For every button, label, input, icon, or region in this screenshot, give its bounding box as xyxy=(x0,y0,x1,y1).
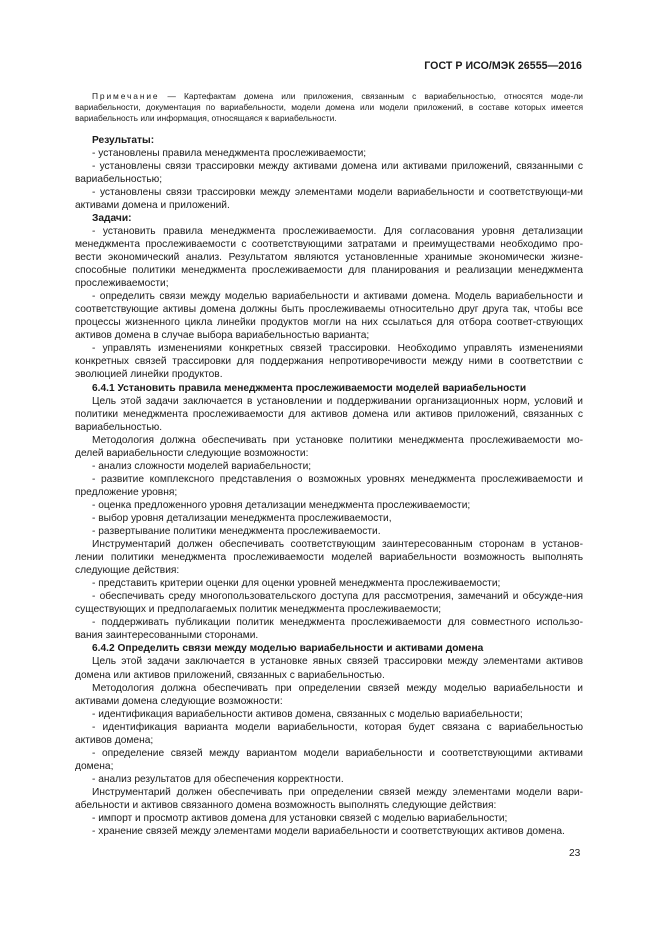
note-paragraph xyxy=(75,91,583,125)
body-paragraph: - представить критерии оценки для оценки уровней менеджмента прослеживаемости; xyxy=(92,578,501,590)
body-paragraph: Методология должна обеспечивать при установке политики менеджмента прослеживаемости мо-делей вариабельности следующие возможности: xyxy=(75,434,583,459)
body-paragraph: - установить правила менеджмента прослеживаемости. Для согласования уровня детализации менеджмента прослеживаемости с соответствующими затратами и преимуществами необходимо про-вести экономический анализ. Результатом являются установленные хранимые экономически жизне-способные политики менеджмента прослеживаемости для планирования и реализации менеджмента прослеживаемости; xyxy=(75,225,583,290)
body-paragraph: - анализ результатов для обеспечения корректности. xyxy=(92,773,344,785)
body-paragraph: - хранение связей между элементами модели вариабельности и соответствующих активов домена. xyxy=(92,826,565,838)
body-paragraph: - идентификация вариабельности активов домена, связанных с моделью вариабельности; xyxy=(92,708,523,720)
section-heading: 6.4.1 Установить правила менеджмента прослеживаемости моделей вариабельности xyxy=(92,382,527,394)
body-paragraph: - установлены связи трассировки между элементами модели вариабельности и соответствующи-ми активами домена и приложений. xyxy=(75,186,583,211)
page-number: 23 xyxy=(569,848,581,859)
body-paragraph: Цель этой задачи заключается в установлении и поддерживании организационных норм, условий и политики менеджмента прослеживаемости для активов домена или активов приложений, связанных с вариабельностью. xyxy=(75,395,583,433)
body-paragraph: - выбор уровня детализации менеджмента прослеживаемости, xyxy=(92,512,392,524)
body-paragraph: - оценка предложенного уровня детализации менеджмента прослеживаемости; xyxy=(92,499,471,511)
body-paragraph: - обеспечивать среду многопользовательского доступа для рассмотрения, замечаний и обсужде-ния существующих и предполагаемых политик менеджмента прослеживаемости; xyxy=(75,591,583,616)
body-paragraph: Цель этой задачи заключается в установке явных связей трассировки между элементами активов домена или активов приложений, связанных с вариабельностью. xyxy=(75,656,583,681)
section-heading: Задачи: xyxy=(92,212,132,224)
body-paragraph: - идентификация варианта модели вариабельности, которая будет связана с вариабельностью активов домена; xyxy=(75,721,583,746)
body-paragraph: - развитие комплексного представления о возможных уровнях менеджмента прослеживаемости и предложение уровня; xyxy=(75,473,583,498)
section-heading: 6.4.2 Определить связи между моделью вариабельности и активами домена xyxy=(92,643,484,655)
body-paragraph: Инструментарий должен обеспечивать при определении связей между элементами модели вари-абельности и активов связанного домена возможность выполнять следующие действия: xyxy=(75,786,583,811)
body-paragraph: - определение связей между вариантом модели вариабельности и соответствующими активами домена; xyxy=(75,747,583,772)
body-paragraph: - управлять изменениями конкретных связей трассировки. Необходимо управлять изменениями конкретных связей трассировки для поддержания непротиворечивости между ними в соответствии с эволюцией линейки продуктов. xyxy=(75,343,583,381)
body-paragraph: - определить связи между моделью вариабельности и активами домена. Модель вариабельности и соответствующие активы домена должны быть прослеживаемы относительно друг друга так, чтобы все процессы жизненного цикла линейки продуктов могли на них ссылаться для отбора соответ-ствующих активов домена в случае выбора вариабельностью варианта; xyxy=(75,291,583,342)
body-paragraph: - анализ сложности моделей вариабельности; xyxy=(92,460,312,472)
note-label: Примечание xyxy=(92,91,160,101)
body-paragraph: Инструментарий должен обеспечивать соответствующим заинтересованным сторонам в установ-лении политики менеджмента прослеживаемости моделей вариабельности возможность выполнять следующие действия: xyxy=(75,539,583,577)
body-paragraph: - установлены связи трассировки между активами домена или активами приложений, связанными с вариабельностью; xyxy=(75,160,583,185)
body-paragraph: - поддерживать публикации политик менеджмента прослеживаемости для совместного использо-вания заинтересованными сторонами. xyxy=(75,617,583,642)
document-header: ГОСТ Р ИСО/МЭК 26555—2016 xyxy=(424,60,582,72)
body-text xyxy=(75,134,583,839)
body-paragraph: - установлены правила менеджмента прослеживаемости; xyxy=(92,147,367,159)
page-content xyxy=(75,91,583,838)
body-paragraph: - импорт и просмотр активов домена для установки связей с моделью вариабельности; xyxy=(92,813,508,825)
section-heading: Результаты: xyxy=(92,134,155,146)
body-paragraph: - развертывание политики менеджмента прослеживаемости. xyxy=(92,526,381,538)
note-text: — Картефактам домена или приложения, связанным с вариабельностью, относятся моде-ли вариабельности, документация по вариабельности, модели домена или модели приложений, в составе которых имеется вариабельность или информация, относящаяся к вариабельности. xyxy=(75,91,583,124)
body-paragraph: Методология должна обеспечивать при определении связей между моделью вариабельности и активами домена следующие возможности: xyxy=(75,682,583,707)
